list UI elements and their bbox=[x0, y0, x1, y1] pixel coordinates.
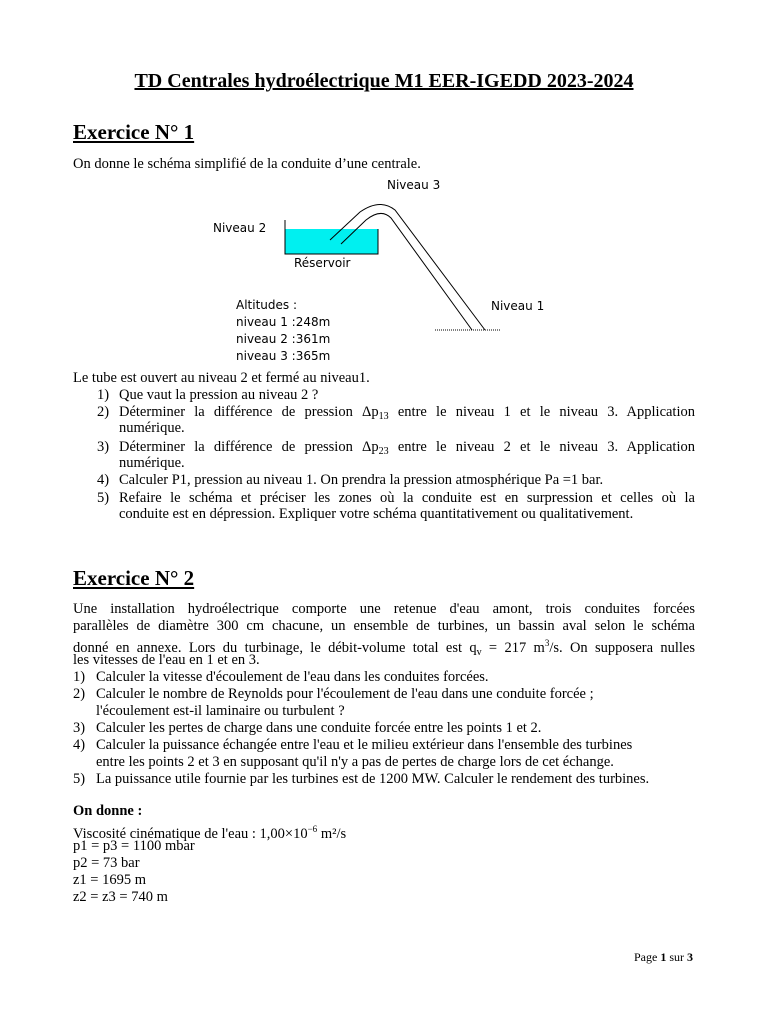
altitude-niveau-2: niveau 2 :361m bbox=[236, 332, 331, 346]
ex2-flow-value: = 217 m bbox=[481, 639, 545, 656]
niveau-3-label: Niveau 3 bbox=[387, 178, 441, 192]
given-z1: z1 = 1695 m bbox=[73, 872, 147, 888]
ex2-q5-text: La puissance utile fournie par les turbines est de 1200 MW. Calculer le rendement des turbines. bbox=[96, 771, 650, 787]
ex1-q2-subscript: 13 bbox=[378, 411, 389, 422]
ex1-q3-continuation: numérique. bbox=[119, 455, 185, 471]
exercise-1-intro: On donne le schéma simplifié de la conduite d’une centrale. bbox=[73, 156, 421, 172]
altitudes-title: Altitudes : bbox=[236, 298, 298, 312]
given-p2: p2 = 73 bar bbox=[73, 855, 140, 871]
given-p1-p3: p1 = p3 = 1100 mbar bbox=[73, 838, 195, 854]
ex1-q1-number: 1) bbox=[97, 387, 110, 403]
given-z2-z3: z2 = z3 = 740 m bbox=[73, 889, 168, 905]
ex2-flow-exponent: 3 bbox=[544, 638, 550, 648]
page-number bbox=[634, 950, 693, 965]
altitude-niveau-3: niveau 3 :365m bbox=[236, 349, 331, 363]
viscosity-text: Viscosité cinématique de l'eau : 1,00×10 bbox=[73, 825, 308, 842]
ex2-flow-subscript: v bbox=[476, 646, 482, 658]
ex1-q2-part-b: entre le niveau 1 et le niveau 3. Application bbox=[388, 404, 695, 420]
reservoir-water bbox=[285, 229, 378, 254]
viscosity-unit: m²/s bbox=[317, 825, 347, 842]
ex2-q4-number: 4) bbox=[73, 737, 86, 753]
niveau-2-label: Niveau 2 bbox=[213, 221, 267, 235]
pipe-outer-wall bbox=[330, 204, 485, 330]
ex2-q3-text: Calculer les pertes de charge dans une conduite forcée entre les points 1 et 2. bbox=[96, 720, 542, 736]
ex1-q3-number: 3) bbox=[97, 439, 110, 455]
ex2-intro-line-2: parallèles de diamètre 300 cm chacune, un ensemble de turbines, un bassin aval selon le schéma bbox=[73, 618, 695, 634]
ex1-q2-continuation: numérique. bbox=[119, 420, 185, 436]
reservoir-label: Réservoir bbox=[294, 256, 351, 270]
ex1-q2-number: 2) bbox=[97, 404, 110, 420]
ex2-q1-number: 1) bbox=[73, 669, 86, 685]
niveau-1-label: Niveau 1 bbox=[491, 299, 545, 313]
ex2-q3-number: 3) bbox=[73, 720, 86, 736]
ex2-intro-flow-text: donné en annexe. Lors du turbinage, le débit-volume total est q bbox=[73, 639, 477, 656]
exercise-1-heading: Exercice N° 1 bbox=[73, 120, 195, 144]
given-values-title: On donne : bbox=[73, 803, 143, 819]
pipe-diagram-svg bbox=[0, 0, 768, 380]
viscosity-exponent: −6 bbox=[307, 824, 318, 834]
ex2-q2-continuation: l'écoulement est-il laminaire ou turbulent ? bbox=[96, 703, 345, 719]
current-page: 1 bbox=[660, 950, 667, 964]
ex1-q1-text: Que vaut la pression au niveau 2 ? bbox=[119, 387, 319, 403]
ex2-q4-text: Calculer la puissance échangée entre l'eau et le milieu extérieur dans l'ensemble des turbines bbox=[96, 737, 633, 753]
total-pages: 3 bbox=[687, 950, 693, 964]
ex1-q4-text: Calculer P1, pression au niveau 1. On prendra la pression atmosphérique Pa =1 bar. bbox=[119, 472, 604, 488]
ex1-q5-text: Refaire le schéma et préciser les zones où la conduite est en surpression et celles où la bbox=[119, 490, 695, 506]
ex2-intro-line-4: les vitesses de l'eau en 1 et en 3. bbox=[73, 652, 260, 668]
ex2-q2-text: Calculer le nombre de Reynolds pour l'écoulement de l'eau dans une conduite forcée ; bbox=[96, 686, 594, 702]
ex1-q4-number: 4) bbox=[97, 472, 110, 488]
ex1-q5-continuation: conduite est en dépression. Expliquer votre schéma quantitativement ou qualitativement. bbox=[119, 506, 634, 522]
ex1-q5-number: 5) bbox=[97, 490, 110, 506]
page-of-label: sur bbox=[666, 950, 687, 964]
ex2-q4-continuation: entre les points 2 et 3 en supposant qu'il n'y a pas de pertes de charge lors de cet échange. bbox=[96, 754, 614, 770]
ex1-q3-part-b: entre le niveau 2 et le niveau 3. Application bbox=[388, 439, 695, 455]
exercise-2-heading: Exercice N° 2 bbox=[73, 566, 195, 590]
ex1-q2-part-a: Déterminer la différence de pression Δp bbox=[119, 404, 379, 420]
ex1-q3-part-a: Déterminer la différence de pression Δp bbox=[119, 439, 379, 455]
altitude-niveau-1: niveau 1 :248m bbox=[236, 315, 331, 329]
ex2-intro-line-1: Une installation hydroélectrique comporte une retenue d'eau amont, trois conduites forcées bbox=[73, 601, 695, 617]
ex1-q3-subscript: 23 bbox=[378, 446, 389, 457]
exercise-1-statement: Le tube est ouvert au niveau 2 et fermé au niveau1. bbox=[73, 370, 370, 386]
page-label: Page bbox=[634, 950, 661, 964]
ex2-q5-number: 5) bbox=[73, 771, 86, 787]
ex2-q1-text: Calculer la vitesse d'écoulement de l'eau dans les conduites forcées. bbox=[96, 669, 489, 685]
ex2-intro-flow-tail: /s. On supposera nulles bbox=[549, 639, 695, 656]
ex2-q2-number: 2) bbox=[73, 686, 86, 702]
document-title: TD Centrales hydroélectrique M1 EER-IGEDD 2023-2024 bbox=[134, 70, 634, 92]
